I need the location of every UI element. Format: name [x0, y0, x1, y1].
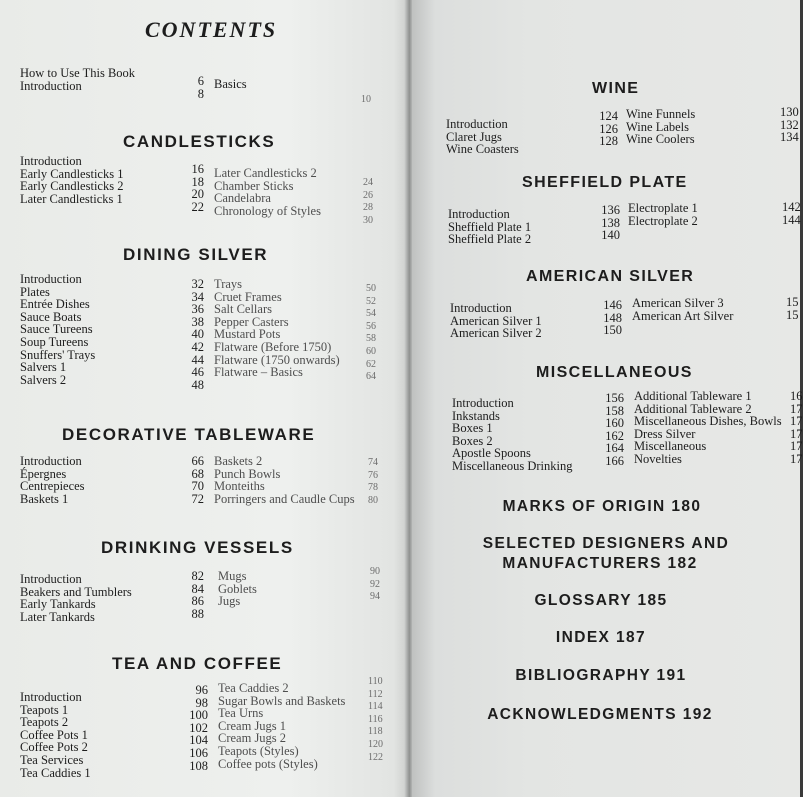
- toc-entry-page: 36: [191, 302, 204, 317]
- candlesticks-pages: [180, 163, 204, 213]
- toc-entry-title: Entrée Dishes: [20, 297, 90, 312]
- toc-entry-page: 144: [782, 212, 801, 227]
- toc-entry-title: Introduction: [20, 690, 82, 704]
- candlesticks-titles-right: [214, 167, 321, 217]
- toc-entry-title: Boxes 1: [452, 421, 493, 436]
- toc-entry-page: 26: [363, 189, 373, 201]
- toc-entry-title: Early Candlesticks 2: [20, 179, 124, 194]
- section-heading-miscellaneous: MISCELLANEOUS: [536, 364, 693, 381]
- toc-entry-title: Tea Services: [20, 752, 84, 767]
- toc-entry-title: Sheffield Plate 2: [448, 232, 532, 247]
- toc-entry-page: 15: [786, 307, 799, 322]
- toc-entry-page: 146: [603, 298, 622, 312]
- toc-entry-page: 90: [370, 566, 380, 577]
- toc-entry-title: Later Candlesticks 2: [214, 166, 317, 180]
- toc-entry-page: 16: [191, 162, 204, 176]
- index-entry: INDEX 187: [555, 629, 647, 646]
- bibliography-entry: BIBLIOGRAPHY 191: [515, 667, 687, 684]
- toc-entry-page: 22: [191, 199, 204, 214]
- toc-entry-page: 40: [191, 327, 204, 342]
- toc-entry-title: American Silver 1: [450, 313, 542, 328]
- toc-entry-page: 18: [191, 174, 204, 189]
- toc-entry-title: Chamber Sticks: [214, 178, 294, 193]
- toc-entry-page: 164: [605, 441, 624, 456]
- toc-entry-title: Salvers 1: [20, 360, 67, 375]
- glossary-entry: GLOSSARY 185: [534, 592, 668, 609]
- sheffield-plate-pages-right: [782, 201, 801, 226]
- toc-entry-title: Plates: [20, 284, 50, 299]
- toc-entry-title: Mustard Pots: [214, 327, 281, 342]
- toc-entry-title: Flatware (Before 1750): [214, 339, 332, 354]
- toc-entry-title: Salt Cellars: [214, 302, 272, 317]
- dining-silver-titles-right: [214, 278, 340, 379]
- toc-entry-page: 17: [790, 439, 803, 454]
- toc-entry-page: 70: [191, 479, 204, 494]
- toc-entry-page: 126: [599, 121, 618, 136]
- toc-entry-title: Later Tankards: [20, 609, 95, 624]
- toc-entry-title: Electroplate 2: [628, 213, 698, 228]
- toc-entry-page: 28: [363, 202, 373, 214]
- designers-entry-line2: MANUFACTURERS 182: [502, 555, 698, 572]
- section-heading-drinking-vessels: DRINKING VESSELS: [101, 538, 294, 557]
- toc-entry-title: Sheffield Plate 1: [448, 219, 532, 234]
- toc-entry-title: Coffee pots (Styles): [218, 756, 318, 771]
- toc-entry-page: 124: [599, 109, 618, 123]
- toc-entry-page: 54: [366, 308, 376, 320]
- dining-silver-pages: [180, 278, 204, 391]
- toc-entry-page: 130: [780, 105, 799, 119]
- toc-entry-title: Épergnes: [20, 466, 67, 481]
- toc-entry-page: 66: [191, 454, 204, 468]
- toc-entry-title: Jugs: [218, 594, 241, 609]
- toc-entry-title: Goblets: [218, 581, 257, 596]
- toc-entry-title: Miscellaneous: [634, 439, 707, 454]
- toc-entry-page: 98: [195, 695, 208, 710]
- toc-entry-page: 106: [189, 745, 208, 760]
- decorative-tableware-pages-right: [368, 457, 378, 507]
- toc-entry-page: 34: [191, 289, 204, 304]
- sheffield-plate-titles: [448, 208, 531, 246]
- toc-entry-page: 17: [790, 451, 803, 466]
- sheffield-plate-pages: [594, 204, 620, 242]
- sheffield-plate-titles-right: [628, 202, 698, 227]
- toc-entry-title: Salvers 2: [20, 372, 67, 387]
- toc-entry-title: Early Candlesticks 1: [20, 166, 124, 181]
- toc-entry-page: 38: [191, 314, 204, 329]
- toc-entry-page: 156: [605, 391, 624, 405]
- toc-entry-page: 102: [189, 720, 208, 735]
- toc-entry-title: Punch Bowls: [214, 466, 281, 481]
- decorative-tableware-pages: [180, 455, 204, 505]
- american-silver-titles: [450, 302, 542, 340]
- toc-entry-title: Tea Urns: [218, 706, 264, 721]
- candlesticks-pages-right: [363, 177, 373, 227]
- toc-entry-title: Introduction: [452, 396, 514, 410]
- american-silver-titles-right: [632, 297, 733, 322]
- toc-entry-page: 58: [366, 333, 376, 345]
- toc-entry-title: Coffee Pots 2: [20, 740, 88, 755]
- toc-entry-title: Basics: [214, 77, 247, 91]
- miscellaneous-titles-right: [634, 390, 782, 466]
- section-heading-wine: WINE: [592, 80, 640, 97]
- toc-entry-page: 17: [790, 426, 803, 441]
- toc-entry-title: Monteiths: [214, 479, 265, 494]
- decorative-tableware-titles: [20, 455, 85, 505]
- section-heading-candlesticks: CANDLESTICKS: [123, 132, 276, 151]
- toc-entry-title: Mugs: [218, 569, 247, 583]
- toc-entry-title: Pepper Casters: [214, 314, 289, 329]
- toc-entry-page: 108: [189, 758, 208, 773]
- toc-entry-title: Claret Jugs: [446, 129, 502, 144]
- toc-entry-page: 56: [366, 320, 376, 332]
- wine-pages: [592, 110, 618, 148]
- toc-entry-title: Tea Caddies 1: [20, 765, 91, 780]
- toc-entry-page: 100: [189, 708, 208, 723]
- drinking-vessels-pages: [180, 570, 204, 620]
- toc-entry-page: 92: [370, 578, 380, 590]
- toc-entry-title: Coffee Pots 1: [20, 727, 88, 742]
- toc-entry-page: 68: [191, 466, 204, 481]
- toc-entry-page: 110: [368, 676, 383, 687]
- wine-pages-right: [780, 106, 799, 144]
- toc-entry-page: 74: [368, 457, 378, 468]
- candlesticks-titles: [20, 155, 123, 205]
- toc-entry-page: 20: [191, 187, 204, 202]
- toc-entry-page: 80: [368, 494, 378, 506]
- toc-entry-title: Teapots (Styles): [218, 743, 299, 758]
- toc-entry-title: Chronology of Styles: [214, 203, 321, 218]
- tea-coffee-titles-right: [218, 682, 345, 770]
- toc-entry-title: Dress Silver: [634, 426, 696, 441]
- toc-entry-title: Wine Labels: [626, 119, 690, 134]
- toc-entry-page: 44: [191, 352, 204, 367]
- toc-entry-title: Baskets 1: [20, 491, 69, 506]
- toc-entry-page: 132: [780, 117, 799, 132]
- designers-entry-line1: SELECTED DESIGNERS AND: [482, 535, 730, 552]
- toc-entry-title: Introduction: [20, 154, 82, 168]
- toc-entry-page: 30: [363, 214, 373, 226]
- toc-entry-title: Miscellaneous Drinking: [452, 458, 573, 473]
- decorative-tableware-titles-right: [214, 455, 355, 505]
- front-matter-titles-right: [214, 78, 247, 91]
- drinking-vessels-titles: [20, 573, 132, 623]
- toc-entry-page: 72: [191, 491, 204, 506]
- toc-entry-title: Sauce Tureens: [20, 322, 93, 337]
- toc-entry-page: 120: [368, 738, 383, 750]
- toc-entry-page: 78: [368, 482, 378, 494]
- toc-entry-title: Novelties: [634, 451, 682, 466]
- toc-entry-page: 150: [603, 323, 622, 338]
- tea-coffee-titles: [20, 691, 91, 779]
- toc-entry-page: 84: [191, 581, 204, 596]
- toc-entry-page: 50: [366, 283, 376, 294]
- wine-titles: [446, 118, 519, 156]
- section-heading-dining-silver: DINING SILVER: [123, 245, 269, 264]
- tea-coffee-pages-right: [368, 676, 383, 764]
- toc-entry-title: Centrepieces: [20, 479, 85, 494]
- toc-entry-page: 148: [603, 310, 622, 325]
- section-heading-american-silver: AMERICAN SILVER: [526, 268, 695, 285]
- toc-entry-page: 88: [191, 606, 204, 621]
- dining-silver-titles: [20, 273, 95, 386]
- dining-silver-pages-right: [366, 283, 376, 384]
- toc-entry-page: 116: [368, 713, 383, 725]
- toc-entry-title: Introduction: [446, 117, 508, 131]
- toc-entry-title: American Art Silver: [632, 308, 734, 323]
- contents-heading: CONTENTS: [145, 17, 278, 42]
- toc-entry-page: 52: [366, 295, 376, 307]
- toc-entry-title: Trays: [214, 277, 243, 291]
- toc-entry-title: Electroplate 1: [628, 201, 698, 215]
- toc-entry-title: Wine Funnels: [626, 107, 696, 121]
- toc-entry-title: Inkstands: [452, 408, 500, 423]
- toc-entry-title: Flatware (1750 onwards): [214, 352, 340, 367]
- toc-entry-page: 62: [366, 358, 376, 370]
- toc-entry-page: 46: [191, 365, 204, 380]
- toc-entry-page: 76: [368, 469, 378, 481]
- toc-entry-page: 10: [361, 94, 371, 105]
- toc-entry-title: Early Tankards: [20, 597, 96, 612]
- toc-entry-page: 15: [786, 295, 799, 309]
- drinking-vessels-titles-right: [218, 570, 257, 608]
- wine-titles-right: [626, 108, 695, 146]
- toc-entry-title: Introduction: [20, 272, 82, 286]
- toc-entry-title: Beakers and Tumblers: [20, 584, 132, 599]
- toc-entry-title: Boxes 2: [452, 433, 493, 448]
- toc-entry-title: Wine Coasters: [446, 142, 519, 157]
- toc-entry-page: 48: [191, 377, 204, 392]
- toc-entry-title: Additional Tableware 1: [634, 389, 752, 403]
- toc-entry-title: Candelabra: [214, 191, 271, 206]
- toc-entry-title: American Silver 2: [450, 326, 542, 341]
- toc-entry-page: 82: [191, 569, 204, 583]
- toc-entry-title: Baskets 2: [214, 454, 263, 468]
- toc-entry-page: 6: [197, 74, 204, 88]
- toc-entry-title: American Silver 3: [632, 296, 724, 310]
- toc-entry-title: Teapots 1: [20, 702, 69, 717]
- toc-entry-page: 16: [790, 389, 803, 403]
- toc-entry-title: Flatware – Basics: [214, 365, 303, 380]
- toc-entry-title: Additional Tableware 2: [634, 401, 752, 416]
- section-heading-tea-and-coffee: TEA AND COFFEE: [112, 654, 283, 673]
- miscellaneous-titles: [452, 397, 572, 473]
- toc-entry-title: Introduction: [20, 572, 82, 586]
- front-matter-pages: [180, 75, 204, 100]
- toc-entry-page: 114: [368, 701, 383, 713]
- toc-entry-page: 160: [605, 416, 624, 431]
- marks-of-origin-entry: MARKS OF ORIGIN 180: [502, 498, 702, 515]
- toc-entry-page: 134: [780, 130, 799, 145]
- toc-entry-page: 42: [191, 339, 204, 354]
- toc-entry-title: Sugar Bowls and Baskets: [218, 693, 346, 708]
- front-matter-titles: [20, 67, 135, 92]
- toc-entry-title: Cruet Frames: [214, 289, 282, 304]
- toc-entry-page: 138: [601, 215, 620, 230]
- toc-entry-title: Wine Coolers: [626, 132, 695, 147]
- toc-entry-page: 136: [601, 203, 620, 217]
- section-heading-sheffield-plate: SHEFFIELD PLATE: [522, 174, 688, 191]
- toc-entry-page: 112: [368, 688, 383, 700]
- section-heading-decorative-tableware: DECORATIVE TABLEWARE: [62, 425, 316, 444]
- toc-entry-page: 32: [191, 277, 204, 291]
- american-silver-pages: [596, 299, 622, 337]
- toc-entry-title: How to Use This Book: [20, 66, 136, 80]
- toc-entry-page: 60: [366, 345, 376, 357]
- american-silver-pages-right: [786, 296, 799, 321]
- toc-entry-page: 140: [601, 228, 620, 243]
- toc-entry-title: Soup Tureens: [20, 334, 89, 349]
- toc-entry-page: 104: [189, 733, 208, 748]
- toc-entry-page: 17: [790, 401, 803, 416]
- toc-entry-page: 166: [605, 453, 624, 468]
- toc-entry-title: Introduction: [448, 207, 510, 221]
- toc-entry-page: 24: [363, 177, 373, 188]
- toc-entry-page: 162: [605, 428, 624, 443]
- toc-entry-title: Porringers and Caudle Cups: [214, 491, 355, 506]
- toc-entry-title: Cream Jugs 2: [218, 731, 287, 746]
- toc-entry-page: 94: [370, 591, 380, 603]
- toc-entry-page: 17: [790, 414, 803, 429]
- toc-entry-title: Introduction: [20, 78, 82, 93]
- miscellaneous-pages: [598, 392, 624, 468]
- miscellaneous-pages-right: [790, 390, 803, 466]
- toc-entry-title: Teapots 2: [20, 715, 69, 730]
- toc-entry-page: 64: [366, 371, 376, 383]
- toc-entry-title: Tea Caddies 2: [218, 681, 289, 695]
- toc-entry-page: 142: [782, 200, 801, 214]
- toc-entry-title: Cream Jugs 1: [218, 718, 287, 733]
- toc-entry-title: Introduction: [450, 301, 512, 315]
- toc-entry-page: 128: [599, 134, 618, 149]
- toc-entry-title: Snuffers' Trays: [20, 347, 96, 362]
- toc-entry-page: 96: [195, 683, 208, 697]
- acknowledgments-entry: ACKNOWLEDGMENTS 192: [487, 706, 713, 723]
- toc-entry-title: Apostle Spoons: [452, 446, 531, 461]
- toc-entry-title: Introduction: [20, 454, 82, 468]
- toc-entry-page: 158: [605, 403, 624, 418]
- drinking-vessels-pages-right: [370, 566, 380, 604]
- tea-coffee-pages: [176, 684, 208, 772]
- toc-entry-page: 86: [191, 594, 204, 609]
- toc-entry-title: Later Candlesticks 1: [20, 191, 123, 206]
- toc-entry-page: 122: [368, 751, 383, 763]
- right-page: [412, 0, 803, 797]
- toc-entry-title: Miscellaneous Dishes, Bowls: [634, 414, 782, 429]
- toc-entry-page: 8: [197, 86, 204, 101]
- toc-entry-page: 118: [368, 726, 383, 738]
- toc-entry-title: Sauce Boats: [20, 309, 82, 324]
